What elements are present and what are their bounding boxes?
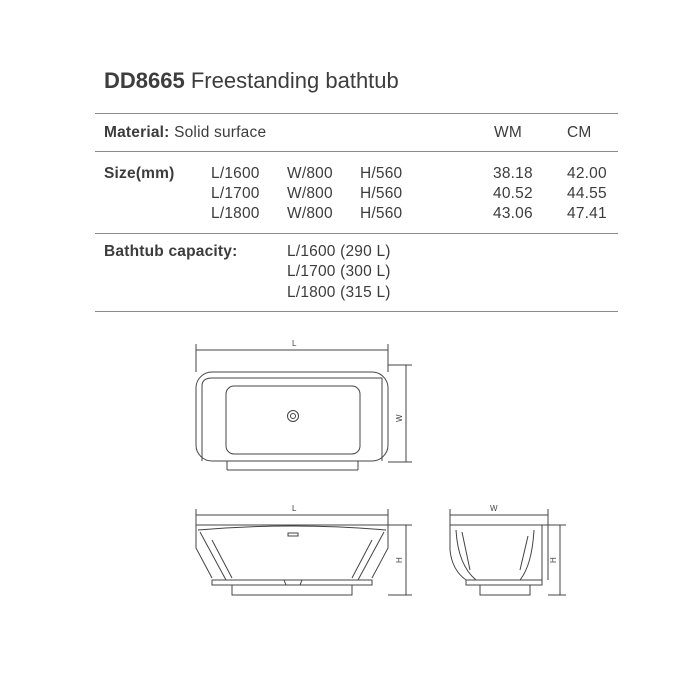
size-w: W/800 [287, 165, 333, 182]
size-h: H/560 [360, 185, 403, 202]
material-label: Material: [104, 124, 170, 141]
size-h: H/560 [360, 205, 403, 222]
cm-header: CM [567, 124, 592, 141]
top-width-label: W [395, 414, 404, 422]
capacity-value: L/1800 (315 L) [287, 284, 391, 301]
material-value: Solid surface [174, 124, 267, 141]
size-w: W/800 [287, 185, 333, 202]
size-h: H/560 [360, 165, 403, 182]
size-wm: 40.52 [493, 185, 533, 202]
side-view-drawing [450, 509, 566, 595]
size-l: L/1600 [211, 165, 260, 182]
top-view-drawing [196, 344, 412, 470]
size-cm: 44.55 [567, 185, 607, 202]
size-l: L/1800 [211, 205, 260, 222]
side-height-label: H [549, 557, 558, 563]
capacity-value: L/1600 (290 L) [287, 243, 391, 260]
capacity-label: Bathtub capacity: [104, 243, 238, 260]
size-w: W/800 [287, 205, 333, 222]
size-cm: 42.00 [567, 165, 607, 182]
product-name: Freestanding bathtub [190, 68, 399, 93]
size-wm: 38.18 [493, 165, 533, 182]
size-label: Size(mm) [104, 165, 175, 182]
side-width-label: W [490, 504, 498, 513]
front-height-label: H [395, 557, 404, 563]
size-l: L/1700 [211, 185, 260, 202]
capacity-value: L/1700 (300 L) [287, 263, 391, 280]
top-length-label: L [292, 339, 297, 348]
wm-header: WM [494, 124, 522, 141]
size-wm: 43.06 [493, 205, 533, 222]
front-length-label: L [292, 504, 297, 513]
front-view-drawing [196, 509, 412, 595]
model-number: DD8665 [104, 68, 185, 93]
size-cm: 47.41 [567, 205, 607, 222]
